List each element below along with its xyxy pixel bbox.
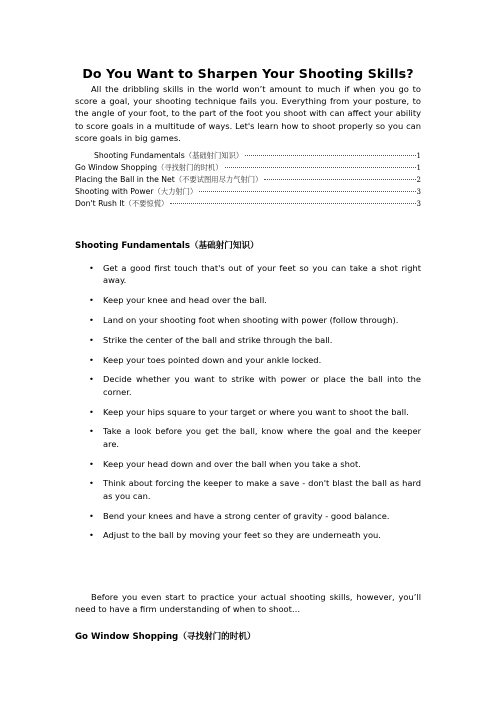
toc-entry-chinese-title: （不要惊慌） [124,199,169,208]
bullet-dot-icon: • [89,458,94,469]
toc-entry[interactable] [75,150,421,162]
section-heading-go-window-shopping: Go Window Shopping（寻找射门的时机） [75,632,256,642]
section-heading-shooting-fundamentals: Shooting Fundamentals（基础射门知识） [75,241,259,251]
toc-dot-leader [199,191,415,192]
toc-entry-chinese-title: （基础射门知识） [184,151,244,160]
list-item [75,334,421,346]
bullet-dot-icon: • [89,354,94,365]
bullet-dot-icon: • [89,510,94,521]
bullet-dot-icon: • [89,295,94,306]
list-item-text: Keep your toes pointed down and your ankle locked. [103,354,322,365]
list-item-text: Decide whether you want to strike with power or place the ball into the corner. [103,374,421,397]
bullet-dot-icon: • [89,426,94,437]
toc-entry-chinese-title: （大力射门） [153,187,198,196]
toc-dot-leader [264,179,415,180]
bullet-dot-icon: • [89,374,94,385]
list-item-text: Bend your knees and have a strong center of gravity - good balance. [103,510,390,521]
toc-entry-title: Shooting Fundamentals [94,151,185,160]
list-item [75,477,421,502]
toc-entry[interactable] [75,198,421,210]
intro-paragraph: All the dribbling skills in the world won’t amount to much if when you go to score a goal, your shooting technique fails you. Everything from your posture, to the angle of your foot, to the part of the foot you shoot with can affect your ability to score goals in a multitude of ways. Let's learn how to shoot properly so you can score goals in big games. [75,84,421,143]
bullet-dot-icon: • [89,478,94,489]
toc-page-number: 2 [416,176,421,184]
list-item [75,262,421,287]
list-item [75,529,421,541]
list-item [75,458,421,470]
bullet-dot-icon: • [89,315,94,325]
list-item-text: Land on your shooting foot when shooting with power (follow through). [103,315,399,325]
fundamentals-bullet-list [75,262,421,549]
table-of-contents [75,150,421,210]
toc-page-number: 1 [416,164,421,172]
list-item [75,294,421,306]
transition-paragraph: Before you even start to practice your actual shooting skills, however, you’ll need to have a firm understanding of when to shoot… [75,592,421,615]
list-item [75,314,421,326]
list-item [75,510,421,522]
list-item [75,425,421,450]
bullet-dot-icon: • [89,530,94,541]
list-item-text: Take a look before you get the ball, know where the goal and the keeper are. [103,426,421,449]
toc-entry-title: Go Window Shopping [75,163,157,172]
toc-page-number: 1 [416,152,421,160]
toc-entry[interactable] [75,186,421,198]
toc-page-number: 3 [416,200,421,208]
bullet-dot-icon: • [89,334,94,345]
toc-entry-title: Placing the Ball in the Net [75,175,175,184]
toc-entry-title: Don't Rush It [75,199,125,208]
list-item-text: Get a good first touch that's out of your feet so you can take a shot right away. [103,263,421,286]
list-item-text: Keep your hips square to your target or where you want to shoot the ball. [103,406,409,417]
page-title: Do You Want to Sharpen Your Shooting Skills? [82,66,414,81]
list-item [75,354,421,366]
toc-dot-leader [225,167,416,168]
list-item [75,406,421,418]
toc-entry-chinese-title: （不要试图用尽力气射门） [174,175,263,184]
toc-entry[interactable] [75,174,421,186]
list-item-text: Adjust to the ball by moving your feet so they are underneath you. [103,530,381,541]
list-item-text: Strike the center of the ball and strike through the ball. [103,334,333,345]
list-item [75,373,421,398]
list-item-text: Keep your head down and over the ball when you take a shot. [103,458,361,469]
list-item-text: Keep your knee and head over the ball. [103,295,267,306]
bullet-dot-icon: • [89,406,94,417]
toc-dot-leader [170,203,415,204]
toc-entry-chinese-title: （寻找射门的时机） [156,163,223,172]
bullet-dot-icon: • [89,263,94,273]
list-item-text: Think about forcing the keeper to make a save - don't blast the ball as hard as you can. [103,478,421,501]
toc-entry-title: Shooting with Power [75,187,154,196]
toc-dot-leader [245,155,415,156]
toc-page-number: 3 [416,188,421,196]
toc-entry[interactable] [75,162,421,174]
